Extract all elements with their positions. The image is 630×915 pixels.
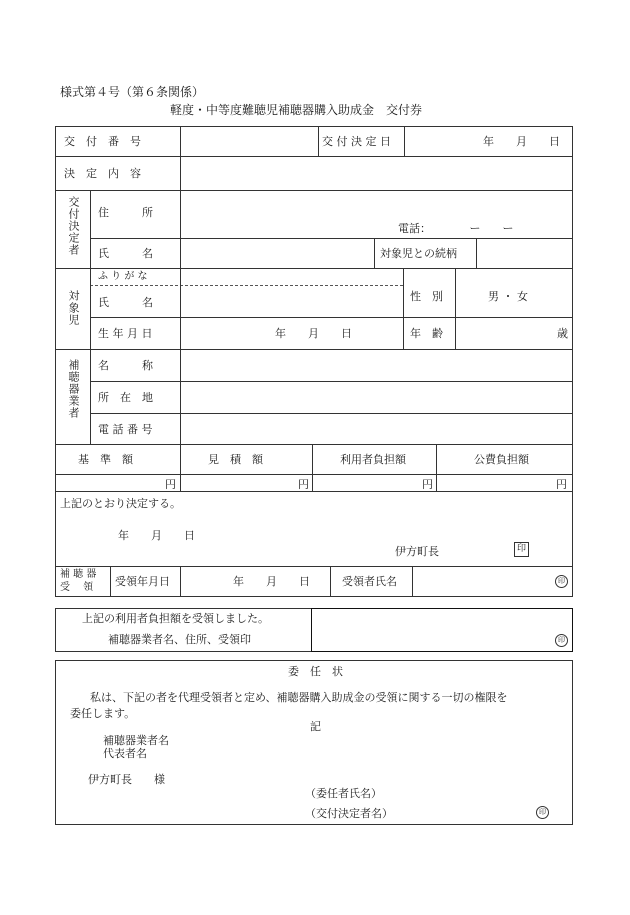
amount-header-standard: 基 準 額 <box>78 453 133 466</box>
receipt-date-value: 年 月 日 <box>233 575 310 588</box>
mandate-title: 委 任 状 <box>288 665 343 678</box>
vendor-name-label: 名 称 <box>98 359 153 372</box>
birthdate-value: 年 月 日 <box>275 327 352 340</box>
yen-user: 円 <box>422 478 433 491</box>
mandate-representative: 代表者名 <box>103 747 147 760</box>
vendor-group-label: 補聴器業者 <box>67 359 80 419</box>
vendor-seal-icon: 印 <box>555 634 568 647</box>
receiver-name-label: 受領者氏名 <box>342 575 397 588</box>
mayor-seal-icon: 印 <box>514 542 529 557</box>
sex-value: 男 ・ 女 <box>488 290 528 303</box>
decision-date: 年 月 日 <box>118 529 195 542</box>
decision-date-value: 年 月 日 <box>483 135 560 148</box>
mandate-ki: 記 <box>310 720 321 733</box>
mandate-recipient: （交付決定者名） <box>305 807 393 820</box>
decision-content-label: 決 定 内 容 <box>64 167 141 180</box>
birthdate-label: 生 年 月 日 <box>98 327 153 340</box>
amount-header-user: 利用者負担額 <box>340 453 406 466</box>
amount-header-public: 公費負担額 <box>474 453 529 466</box>
mandate-mayor-address: 伊方町長 様 <box>88 773 165 786</box>
target-name-label: 氏 名 <box>98 296 153 309</box>
decision-text: 上記のとおり決定する。 <box>60 497 181 510</box>
recipient-phone-label: 電話： ー ー <box>398 222 514 235</box>
decision-date-label: 交 付 決 定 日 <box>322 135 391 148</box>
recipient-group-label: 交付決定者 <box>67 196 80 256</box>
vendor-location-label: 所 在 地 <box>98 391 153 404</box>
receipt-box-line2: 補聴器業者名、住所、受領印 <box>108 633 251 646</box>
form-number: 様式第４号（第６条関係） <box>60 85 205 99</box>
furigana-label: ふ り が な <box>98 271 148 282</box>
sex-label: 性 別 <box>410 290 443 303</box>
receiver-seal-icon: 印 <box>555 575 568 588</box>
age-unit: 歳 <box>557 327 568 340</box>
yen-estimate: 円 <box>298 478 309 491</box>
recipient-name-label: 氏 名 <box>98 247 153 260</box>
yen-public: 円 <box>556 478 567 491</box>
mandate-mandator: （委任者氏名） <box>305 787 382 800</box>
yen-standard: 円 <box>165 478 176 491</box>
vendor-phone-label: 電 話 番 号 <box>98 423 153 436</box>
form-title: 軽度・中等度難聴児補聴器購入助成金 交付券 <box>170 103 423 117</box>
mandate-body-line1: 私は、下記の者を代理受領者と定め、補聴器購入助成金の受領に関する一切の権限を <box>90 691 508 704</box>
age-label: 年 齢 <box>410 327 443 340</box>
relation-label: 対象児との続柄 <box>380 247 457 260</box>
mandate-seal-icon: 印 <box>536 806 549 819</box>
recipient-address-label: 住 所 <box>98 206 153 219</box>
receipt-box-line1: 上記の利用者負担額を受領しました。 <box>82 612 269 625</box>
target-group-label: 対象児 <box>67 290 80 326</box>
mayor-label: 伊方町長 <box>395 545 439 558</box>
amount-header-estimate: 見 積 額 <box>208 453 263 466</box>
receipt-label-l1: 補 聴 器 <box>60 569 97 580</box>
receipt-date-label: 受領年月日 <box>115 575 170 588</box>
mandate-body-line2: 委任します。 <box>70 707 136 720</box>
mandate-vendor-name: 補聴器業者名 <box>103 734 169 747</box>
receipt-label-l2: 受 領 <box>60 582 94 593</box>
delivery-number-label: 交 付 番 号 <box>64 135 141 148</box>
